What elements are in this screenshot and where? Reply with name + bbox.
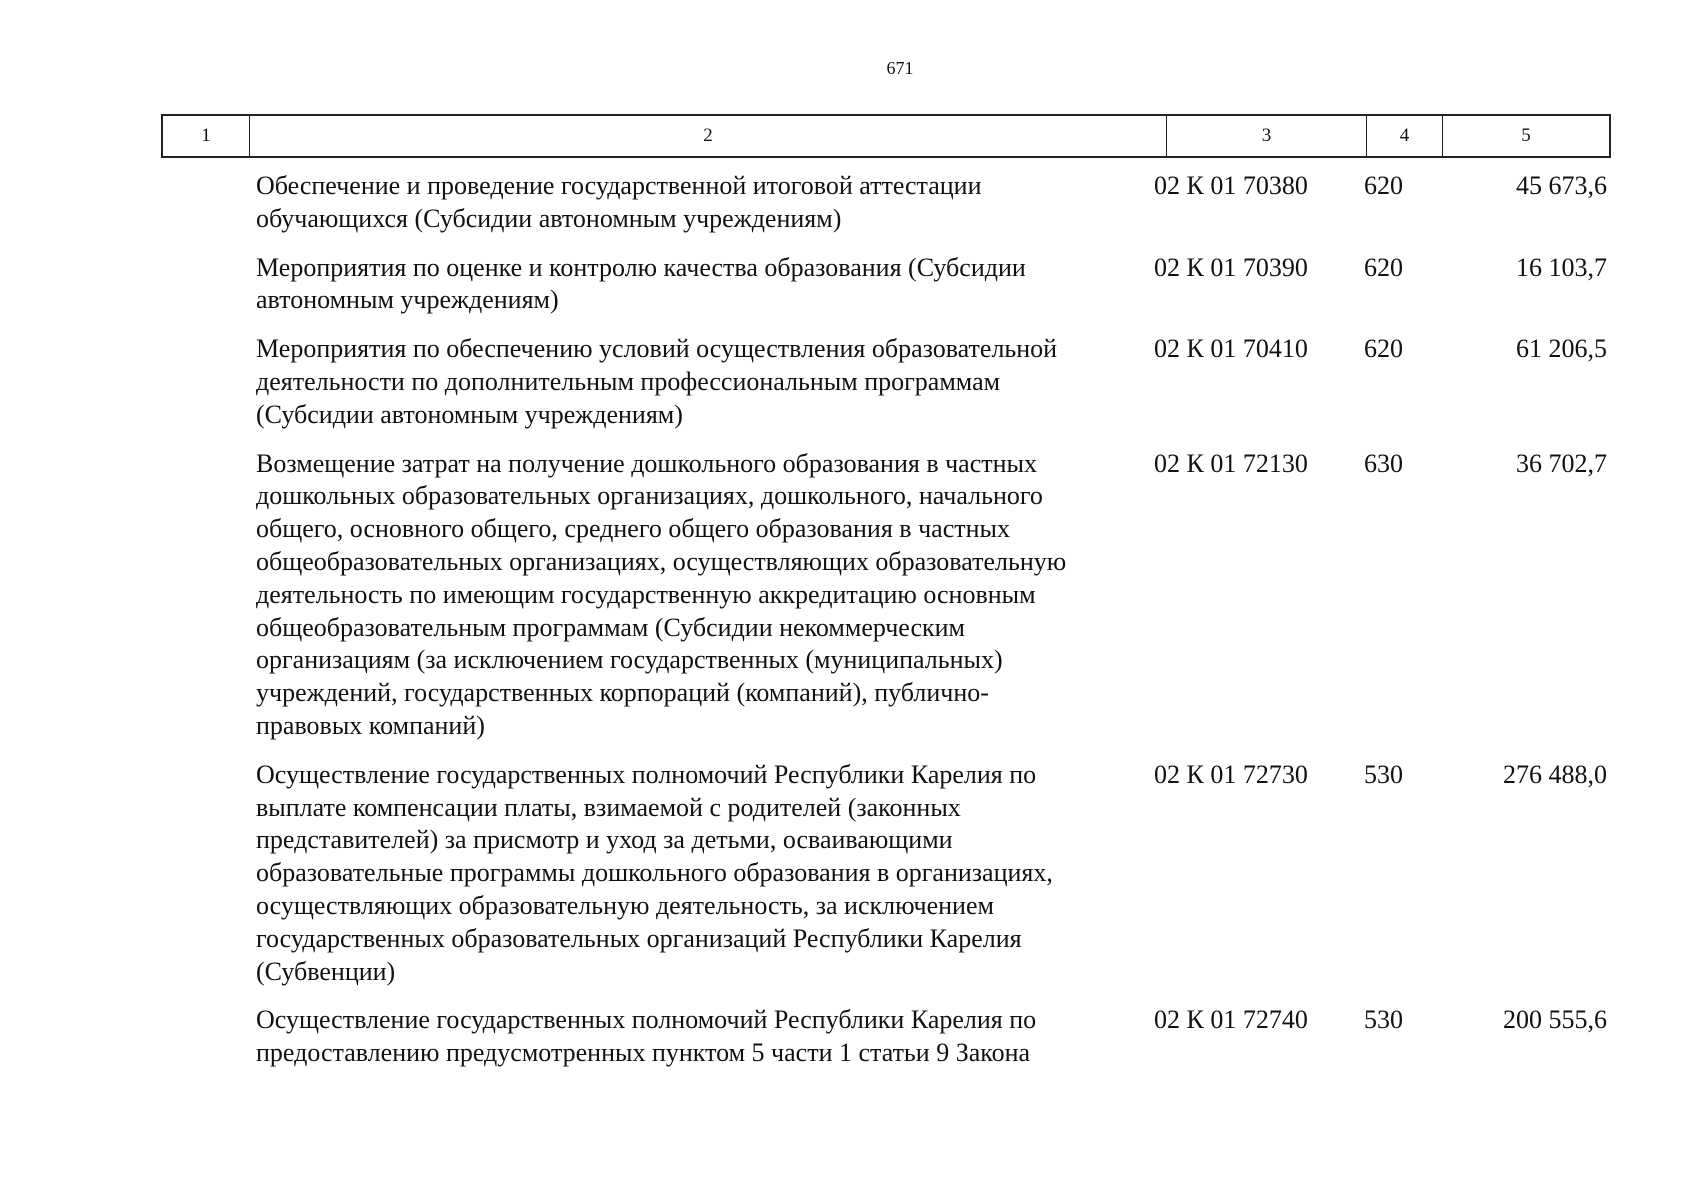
description-line: общего, основного общего, среднего общего образования в частных — [256, 514, 1010, 544]
row-description — [256, 170, 1154, 236]
row-description — [256, 759, 1154, 989]
expense-type: 630 — [1364, 448, 1403, 478]
expense-type: 620 — [1364, 334, 1403, 364]
description-line: обучающихся (Субсидии автономным учреждениям) — [256, 203, 842, 233]
table-row — [0, 1004, 1697, 1070]
target-code: 02 К 01 70410 — [1154, 334, 1308, 364]
description-line: правовых компаний) — [256, 710, 485, 740]
header-cell-4: 4 — [1367, 116, 1443, 156]
header-cell-2: 2 — [250, 116, 1167, 156]
row-description — [256, 1004, 1154, 1070]
amount: 276 488,0 — [1503, 759, 1607, 789]
expense-type: 620 — [1364, 171, 1403, 200]
description-line: Мероприятия по обеспечению условий осуществления образовательной — [256, 334, 1058, 364]
header-cell-3: 3 — [1167, 116, 1367, 156]
expense-type: 530 — [1364, 759, 1403, 789]
table-header — [161, 114, 1611, 158]
description-line: (Субсидии автономным учреждениям) — [256, 399, 683, 429]
table-row — [0, 333, 1697, 431]
description-line: Осуществление государственных полномочий Республики Карелия по — [256, 1005, 1037, 1035]
target-code: 02 К 01 70390 — [1154, 252, 1308, 282]
description-line: Мероприятия по оценке и контролю качества образования (Субсидии — [256, 252, 1026, 282]
target-code: 02 К 01 72730 — [1154, 759, 1308, 789]
table-row — [0, 252, 1697, 318]
table-body — [0, 170, 1697, 1086]
table-row — [0, 170, 1697, 236]
description-line: учреждений, государственных корпораций (компаний), публично- — [256, 678, 989, 708]
description-line: предоставлению предусмотренных пунктом 5 части 1 статьи 9 Закона — [256, 1038, 1031, 1068]
amount: 45 673,6 — [1516, 171, 1607, 200]
amount: 16 103,7 — [1516, 252, 1607, 282]
target-code: 02 К 01 72740 — [1154, 1005, 1308, 1035]
row-description — [256, 252, 1154, 318]
description-line: дошкольных образовательных организациях, дошкольного, начального — [256, 481, 1043, 511]
description-line: общеобразовательным программам (Субсидии некоммерческим — [256, 612, 966, 642]
description-line: осуществляющих образовательную деятельность, за исключением — [256, 890, 994, 920]
row-description — [256, 333, 1154, 431]
description-line: деятельность по имеющим государственную аккредитацию основным — [256, 579, 1036, 609]
amount: 36 702,7 — [1516, 448, 1607, 478]
description-line: государственных образовательных организаций Республики Карелия — [256, 923, 1022, 953]
description-line: представителей) за присмотр и уход за детьми, осваивающими — [256, 825, 953, 855]
description-line: общеобразовательных организациях, осуществляющих образовательную — [256, 546, 1067, 576]
description-line: организациям (за исключением государственных (муниципальных) — [256, 645, 1003, 675]
row-description — [256, 448, 1154, 743]
amount: 61 206,5 — [1516, 334, 1607, 364]
header-cell-5: 5 — [1521, 125, 1531, 146]
description-line: Возмещение затрат на получение дошкольного образования в частных — [256, 448, 1038, 478]
target-code: 02 К 01 72130 — [1154, 448, 1308, 478]
description-line: Обеспечение и проведение государственной итоговой аттестации — [256, 171, 982, 200]
description-line: деятельности по дополнительным профессиональным программам — [256, 366, 1001, 396]
table-row — [0, 448, 1697, 743]
page-number: 671 — [886, 58, 914, 78]
table-row — [0, 759, 1697, 989]
header-cell-1: 1 — [163, 116, 250, 156]
description-line: образовательные программы дошкольного образования в организациях, — [256, 858, 1053, 888]
description-line: Осуществление государственных полномочий Республики Карелия по — [256, 759, 1037, 789]
expense-type: 530 — [1364, 1005, 1403, 1035]
amount: 200 555,6 — [1503, 1005, 1607, 1035]
target-code: 02 К 01 70380 — [1154, 171, 1308, 200]
description-line: (Субвенции) — [256, 956, 396, 986]
expense-type: 620 — [1364, 252, 1403, 282]
description-line: выплате компенсации платы, взимаемой с родителей (законных — [256, 792, 961, 822]
description-line: автономным учреждениям) — [256, 285, 559, 315]
